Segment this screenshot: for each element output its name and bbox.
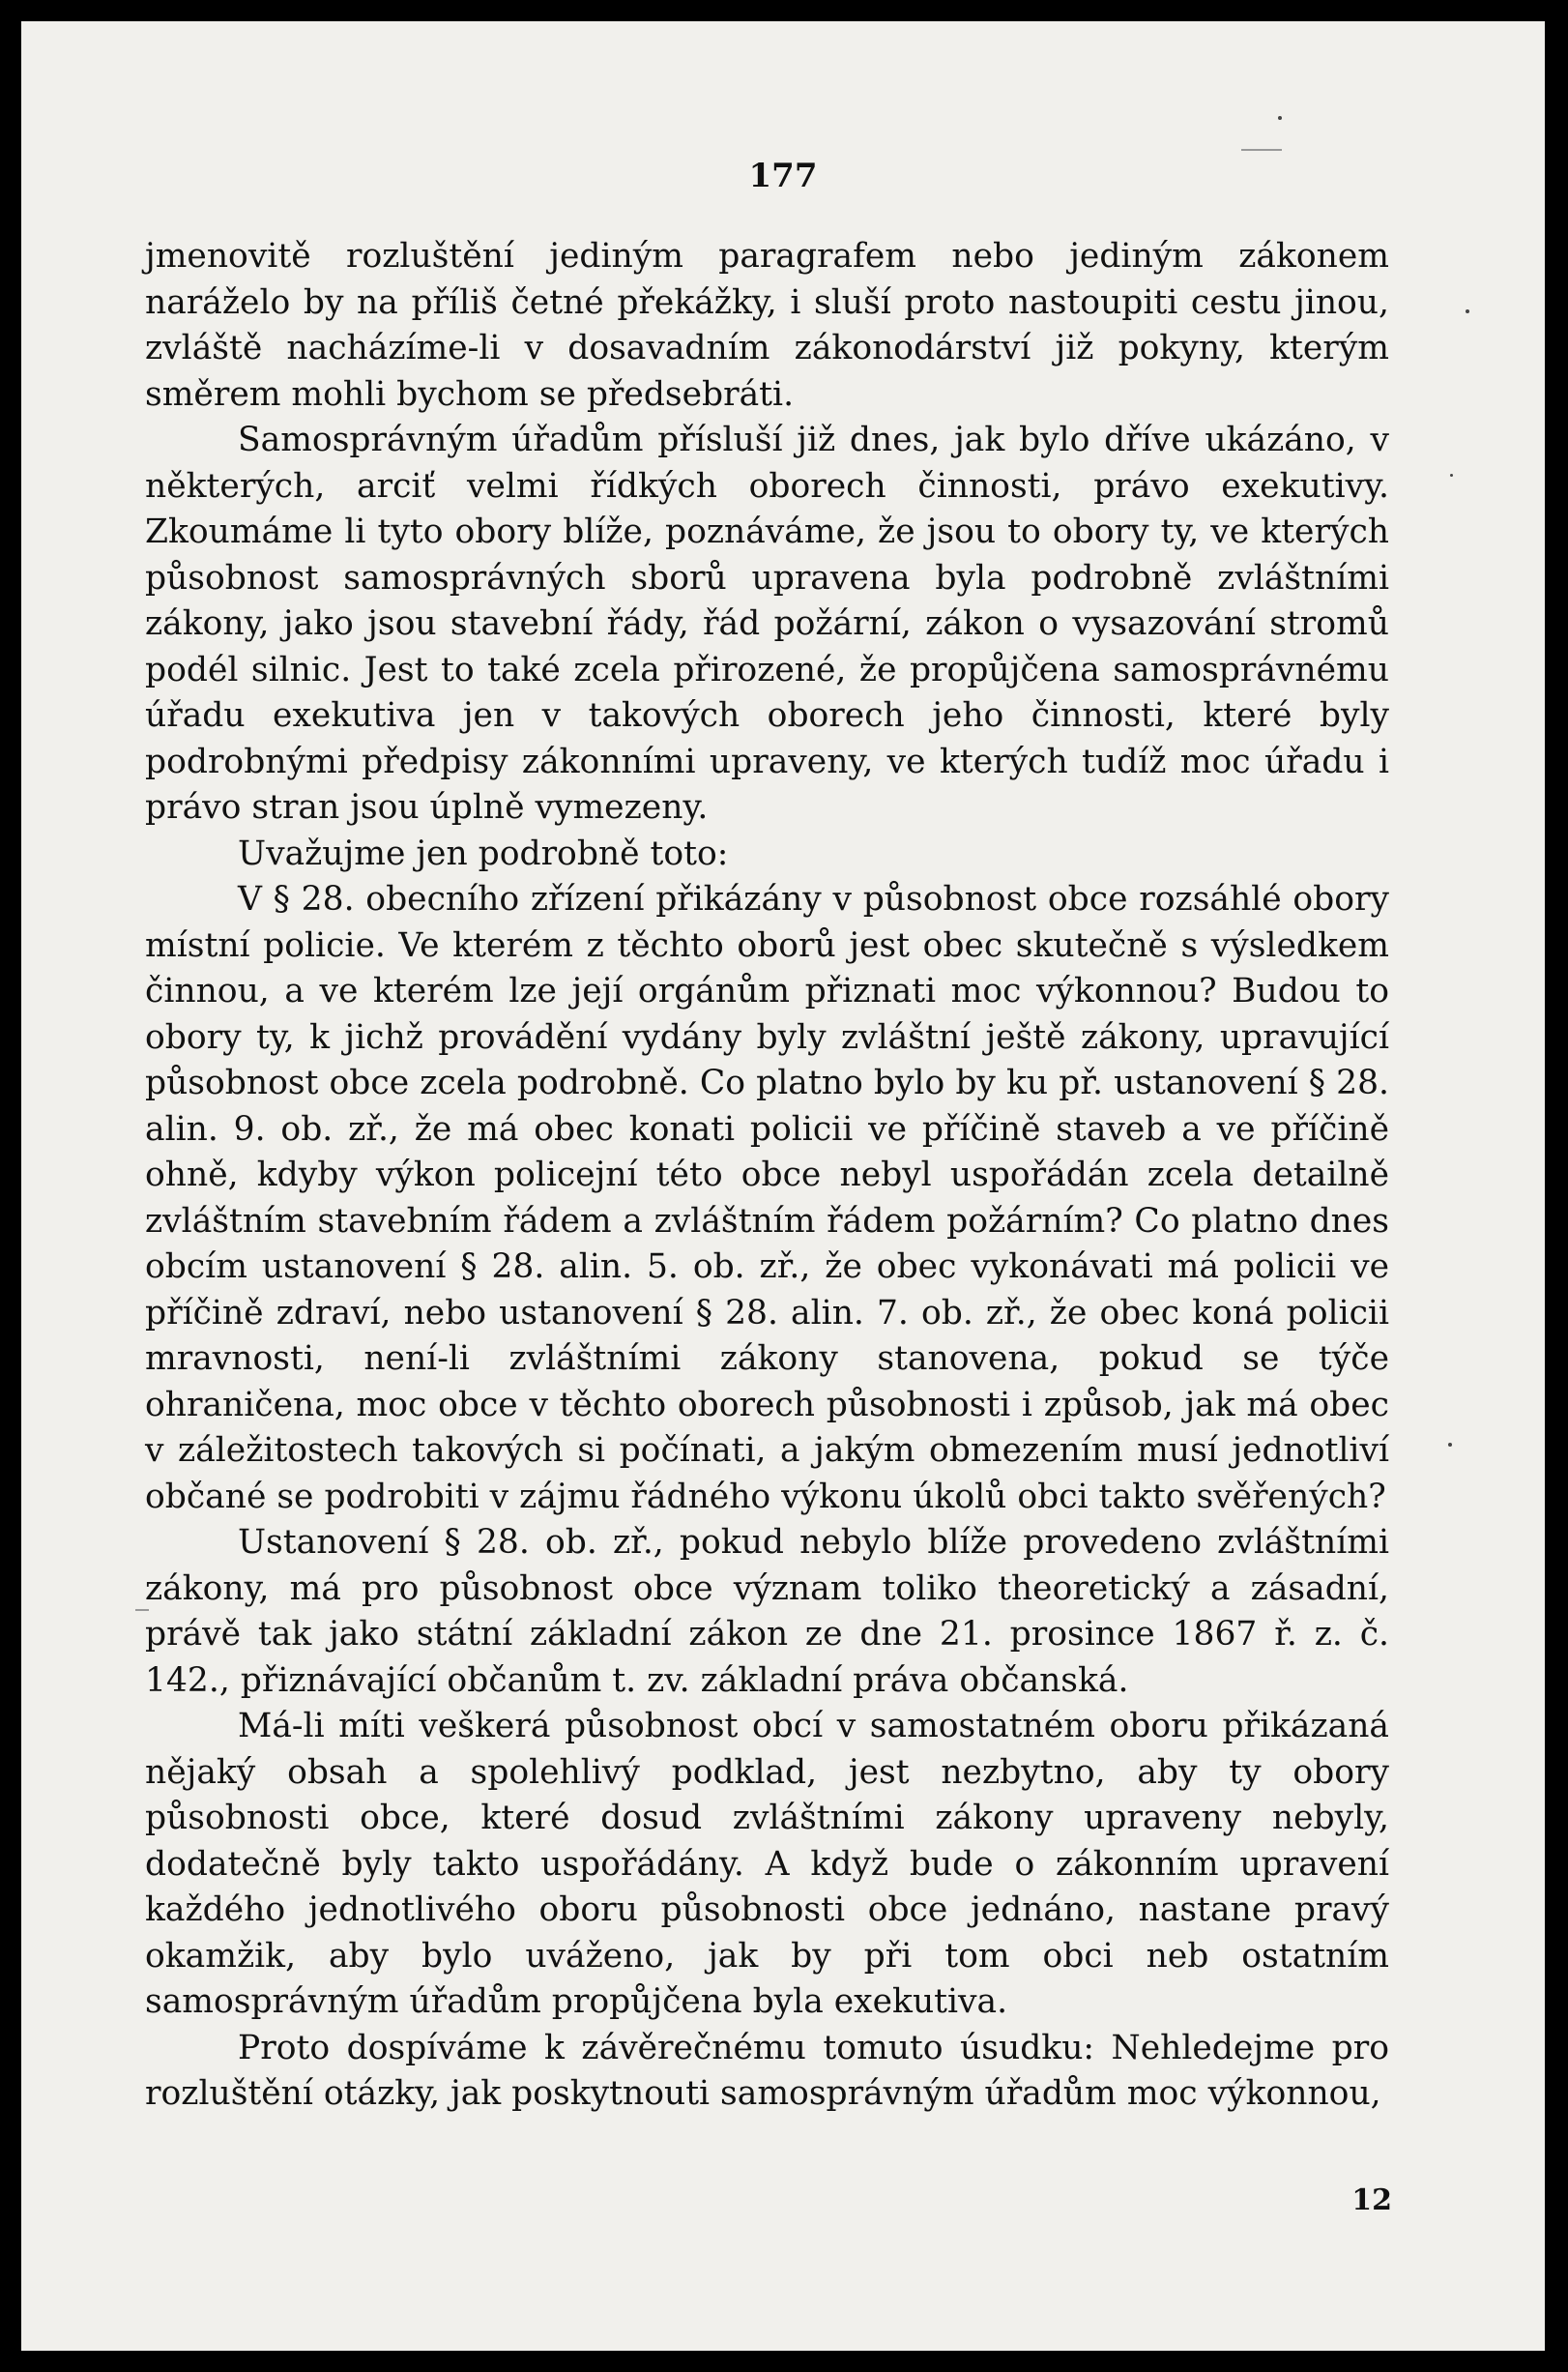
scan-mark (1241, 149, 1282, 151)
body-text (145, 234, 1389, 2118)
scan-speck (1448, 1443, 1452, 1447)
paragraph: Samosprávným úřadům přísluší již dnes, jak bylo dříve ukázáno, v některých, arciť velmi řídkých oborech činnosti, právo exekutivy. Zkoumáme li tyto obory blíže, poznáváme, že jsou to obory ty, ve kterých působnost samosprávných sborů upravena byla podrobně zvláštními zákony, jako jsou stavební řády, řád požární, zákon o vysazování stromů podél silnic. Jest to také zcela přirozené, že propůjčena samosprávnému úřadu exekutiva jen v takových oborech jeho činnosti, které byly podrobnými předpisy zákonními upraveny, ve kterých tudíž moc úřadu i právo stran jsou úplně vymezeny. (145, 421, 1389, 827)
book-page (21, 21, 1545, 2351)
paragraph: Proto dospíváme k závěrečnému tomuto úsudku: Nehledejme pro rozluštění otázky, jak poskytnouti samosprávným úřadům moc výkonnou, (145, 2028, 1389, 2113)
page-number: 177 (748, 157, 818, 195)
paragraph: Má-li míti veškerá působnost obcí v samostatném oboru přikázaná nějaký obsah a spolehlivý podklad, jest nezbytno, aby ty obory působnosti obce, které dosud zvláštními zákony upraveny nebyly, dodatečně byly takto uspořádány. A když bude o zákonním upravení každého jednotlivého oboru působnosti obce jednáno, nastane pravý okamžik, aby bylo uváženo, jak by při tom obci neb ostatním samosprávným úřadům propůjčena byla exekutiva. (145, 1707, 1389, 2021)
paragraph: jmenovitě rozluštění jediným paragrafem nebo jediným zákonem naráželo by na příliš četné překážky, i sluší proto nastoupiti cestu jinou, zvláště nacházíme-li v dosavadním zákonodárství již pokyny, kterým směrem mohli bychom se předsebráti. (145, 237, 1389, 414)
paragraph: Uvažujme jen podrobně toto: (238, 834, 729, 873)
paragraph: Ustanovení § 28. ob. zř., pokud nebylo blíže provedeno zvláštními zákony, má pro působnost obce význam toliko theoretický a zásadní, právě tak jako státní základní zákon ze dne 21. prosince 1867 ř. z. č. 142., přiznávající občanům t. zv. základní práva občanská. (145, 1523, 1389, 1700)
scan-speck (1278, 116, 1282, 120)
scan-speck (1450, 474, 1453, 477)
paragraph: V § 28. obecního zřízení přikázány v působnost obce rozsáhlé obory místní policie. Ve kterém z těchto oborů jest obec skutečně s výsledkem činnou, a ve kterém lze její orgánům přiznati moc výkonnou? Budou to obory ty, k jichž provádění vydány byly zvláštní ještě zákony, upravující působnost obce zcela podrobně. Co platno bylo by ku př. ustanovení § 28. alin. 9. ob. zř., že má obec konati policii ve příčině staveb a ve příčině ohně, kdyby výkon policejní této obce nebyl uspořádán zcela detailně zvláštním stavebním řádem a zvláštním řádem požárním? Co platno dnes obcím ustanovení § 28. alin. 5. ob. zř., že obec vykonávati má policii ve příčině zdraví, nebo ustanovení § 28. alin. 7. ob. zř., že obec koná policii mravnosti, není-li zvláštními zákony stanovena, pokud se týče ohraničena, moc obce v těchto oborech působnosti i způsob, jak má obec v záležitostech takových si počínati, a jakým obmezením musí jednotliví občané se podrobiti v zájmu řádného výkonu úkolů obci takto svěřených? (145, 880, 1389, 1516)
printer-signature: 12 (1351, 2183, 1392, 2217)
scan-speck (1466, 309, 1469, 313)
